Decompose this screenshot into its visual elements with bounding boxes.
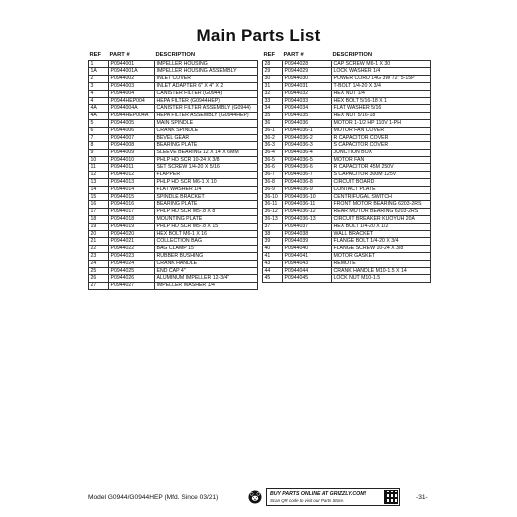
table-row [263, 149, 431, 156]
description-cell: FLAT WASHER 1/4 [155, 186, 258, 193]
ref-cell: 34 [263, 105, 283, 112]
ref-header: REF [89, 52, 102, 59]
part-number-cell: P0944004A [109, 105, 155, 112]
table-row [263, 157, 431, 164]
description-header: DESCRIPTION [332, 52, 373, 59]
table-row [89, 171, 258, 178]
ref-cell: 10 [89, 157, 109, 164]
part-number-cell: P0944025 [109, 267, 155, 274]
table-row [89, 75, 258, 82]
part-number-cell: P0944029 [283, 68, 332, 75]
description-cell: REAR MOTOR BEARING 6203-2RS [332, 208, 431, 215]
ref-cell: 45 [263, 275, 283, 282]
ref-cell: 27 [89, 282, 109, 289]
ref-header: REF [263, 52, 276, 59]
part-number-cell: P0944036-7 [283, 171, 332, 178]
ref-cell: 36-3 [263, 142, 283, 149]
description-cell: SET SCREW 1/4-20 X 5/16 [155, 164, 258, 171]
banner-headline: BUY PARTS ONLINE AT GRIZZLY.COM! [270, 491, 367, 497]
description-cell: BAG CLAMP 15" [155, 245, 258, 252]
description-cell: MOTOR 1-1/2 HP 110V 1-PH [332, 120, 431, 127]
part-number-cell: P0944041 [283, 253, 332, 260]
part-number-cell: P0944005 [109, 120, 155, 127]
table-row [89, 245, 258, 252]
description-cell: MOTOR GASKET [332, 253, 431, 260]
description-cell: HEX BOLT 5/16-18 X 1 [332, 97, 431, 104]
table-row [263, 171, 431, 178]
table-row [263, 275, 431, 282]
parts-table-left-body [89, 61, 258, 290]
table-row [89, 112, 258, 119]
description-cell: SLEEVE BEARING 12 X 14 X 6MM [155, 149, 258, 156]
description-cell: RUBBER BUSHING [155, 253, 258, 260]
table-header-row [263, 52, 431, 61]
table-row [263, 179, 431, 186]
description-cell: INLET COVER [155, 75, 258, 82]
ref-cell: 17 [89, 208, 109, 215]
table-header-row [89, 52, 258, 61]
description-cell: FLAT WASHER 5/16 [332, 105, 431, 112]
part-number-cell: P0944036-4 [283, 149, 332, 156]
table-row [263, 164, 431, 171]
description-cell: FLAPPER [155, 171, 258, 178]
ref-cell: 36-4 [263, 149, 283, 156]
part-number-cell: P0944034 [283, 105, 332, 112]
part-number-cell: P0944036-8 [283, 179, 332, 186]
description-cell: MOTOR FAN [332, 157, 431, 164]
description-cell: FLANGE BOLT 1/4-20 X 3/4 [332, 238, 431, 245]
table-row [89, 179, 258, 186]
description-cell: CRANK HANDLE [155, 260, 258, 267]
part-number-cell: P0944028 [283, 61, 332, 68]
part-number-cell: P0944004 [109, 90, 155, 97]
part-number-cell: P0944036-11 [283, 201, 332, 208]
part-number-cell: P0944001A [109, 68, 155, 75]
ref-cell: 13 [89, 179, 109, 186]
part-number-cell: P0944013 [109, 179, 155, 186]
parts-table-right [262, 52, 431, 283]
ref-cell: 29 [263, 68, 283, 75]
part-number-cell: P0944026 [109, 275, 155, 282]
page-number: -31- [416, 494, 428, 501]
part-number-cell: P0944009 [109, 149, 155, 156]
table-row [89, 275, 258, 282]
part-number-cell: P0944021 [109, 238, 155, 245]
part-header: PART # [283, 52, 304, 59]
table-row [89, 120, 258, 127]
table-row [263, 267, 431, 274]
ref-cell: 36-9 [263, 186, 283, 193]
part-number-cell: P0944017 [109, 208, 155, 215]
table-row [89, 223, 258, 230]
ref-cell: 1 [89, 61, 109, 68]
part-number-cell: P0944037 [283, 223, 332, 230]
part-number-cell: P0944016 [109, 201, 155, 208]
part-number-cell: P0944036-5 [283, 157, 332, 164]
description-cell: BEVEL GEAR [155, 134, 258, 141]
description-cell: WALL BRACKET [332, 230, 431, 237]
part-number-cell: P0944043 [283, 260, 332, 267]
description-cell: FRONT MOTOR BEARING 6203-2RS [332, 201, 431, 208]
ref-cell: 1A [89, 68, 109, 75]
description-cell: ALUMINUM IMPELLER 12-3/4" [155, 275, 258, 282]
table-row [89, 127, 258, 134]
table-row [263, 112, 431, 119]
ref-cell: 36-7 [263, 171, 283, 178]
part-number-cell: P0944014 [109, 186, 155, 193]
description-cell: MOTOR FAN COVER [332, 127, 431, 134]
model-footer: Model G0944/G0944HEP (Mfd. Since 03/21) [88, 494, 219, 501]
description-cell: R CAPACITOR 45M 250V [332, 164, 431, 171]
ref-cell: 43 [263, 260, 283, 267]
table-row [263, 61, 431, 68]
table-row [89, 157, 258, 164]
ref-cell: 36 [263, 120, 283, 127]
ref-cell: 9 [89, 149, 109, 156]
part-number-cell: P0944036-9 [283, 186, 332, 193]
ref-cell: 36-2 [263, 134, 283, 141]
description-cell: INLET ADAPTER 6" X 4" X 2 [155, 83, 258, 90]
ref-cell: 38 [263, 230, 283, 237]
ref-cell: 30 [263, 75, 283, 82]
table-row [263, 260, 431, 267]
table-row [89, 186, 258, 193]
description-cell: CANISTER FILTER (G0944) [155, 90, 258, 97]
description-cell: SPINDLE BRACKET [155, 194, 258, 201]
description-cell: JUNCTION BOX [332, 149, 431, 156]
table-row [263, 245, 431, 252]
ref-cell: 21 [89, 238, 109, 245]
ref-cell: 24 [89, 260, 109, 267]
ref-cell: 20 [89, 230, 109, 237]
ref-cell: 41 [263, 253, 283, 260]
part-number-cell: P0944036-10 [283, 194, 332, 201]
ref-cell: 36-12 [263, 208, 283, 215]
description-cell: S CAPACITOR COVER [332, 142, 431, 149]
description-cell: BEARING PLATE [155, 142, 258, 149]
description-cell: IMPELLER HOUSING ASSEMBLY [155, 68, 258, 75]
table-row [263, 208, 431, 215]
part-number-cell: P0944018 [109, 216, 155, 223]
part-number-cell: P0944038 [283, 230, 332, 237]
banner-subline: Scan QR code to visit our Parts Store. [270, 498, 345, 503]
ref-cell: 44 [263, 267, 283, 274]
page-title: Main Parts List [196, 26, 321, 45]
parts-store-banner[interactable] [266, 488, 400, 506]
part-number-cell: P0944027 [109, 282, 155, 289]
part-number-cell: P0944006 [109, 127, 155, 134]
part-number-cell: P0944036-12 [283, 208, 332, 215]
description-cell: HEX BOLT 1/4-20 X 1/2 [332, 223, 431, 230]
table-row [89, 83, 258, 90]
part-number-cell: P0944036-13 [283, 216, 332, 223]
description-cell: END CAP 4" [155, 267, 258, 274]
qr-code-icon[interactable] [384, 490, 398, 504]
table-row [263, 223, 431, 230]
table-row [263, 142, 431, 149]
description-cell: FLANGE SCREW 10-24 X 3/8 [332, 245, 431, 252]
ref-cell: 12 [89, 171, 109, 178]
description-cell: CRANK SPINDLE [155, 127, 258, 134]
part-number-cell: P0944033 [283, 97, 332, 104]
ref-cell: 3 [89, 83, 109, 90]
part-number-cell: P0944040 [283, 245, 332, 252]
table-row [89, 105, 258, 112]
ref-cell: 36-13 [263, 216, 283, 223]
part-header: PART # [109, 52, 130, 59]
part-number-cell: P0944035 [283, 112, 332, 119]
ref-cell: 16 [89, 201, 109, 208]
ref-cell: 19 [89, 223, 109, 230]
table-row [263, 105, 431, 112]
table-row [263, 90, 431, 97]
part-number-cell: P0944010 [109, 157, 155, 164]
table-row [263, 120, 431, 127]
ref-cell: 4 [89, 90, 109, 97]
part-number-cell: P0944032 [283, 90, 332, 97]
part-number-cell: P0944036-1 [283, 127, 332, 134]
table-row [89, 142, 258, 149]
table-row [89, 230, 258, 237]
ref-cell: 4A [89, 105, 109, 112]
part-number-cell: P0944020 [109, 230, 155, 237]
part-number-cell: P0944036-3 [283, 142, 332, 149]
ref-cell: 7 [89, 134, 109, 141]
ref-cell: 26 [89, 275, 109, 282]
part-number-cell: P0944023 [109, 253, 155, 260]
ref-cell: 15 [89, 194, 109, 201]
description-cell: HEX NUT 5/16-18 [332, 112, 431, 119]
parts-table-right-body [263, 61, 431, 283]
description-cell: POWER CORD 14G 3W 72" 5-15P [332, 75, 431, 82]
part-number-cell: P0944031 [283, 83, 332, 90]
ref-cell: 11 [89, 164, 109, 171]
description-cell: CIRCUIT BREAKER KUOYUH 20A [332, 216, 431, 223]
description-cell: PHLP HD SCR M6-1 X 10 [155, 179, 258, 186]
ref-cell: 14 [89, 186, 109, 193]
ref-cell: 5 [89, 120, 109, 127]
description-cell: PHLP HD SCR 10-24 X 3/8 [155, 157, 258, 164]
description-cell: R CAPACITOR COVER [332, 134, 431, 141]
description-cell: PHLP HD SCR M5-.8 X 8 [155, 208, 258, 215]
table-row [89, 282, 258, 289]
table-row [89, 97, 258, 104]
ref-cell: 2 [89, 75, 109, 82]
part-number-cell: P0944024 [109, 260, 155, 267]
ref-cell: 39 [263, 238, 283, 245]
part-number-cell: P0944HEP004 [109, 97, 155, 104]
description-cell: T-BOLT 1/4-20 X 3/4 [332, 83, 431, 90]
description-cell: COLLECTION BAG [155, 238, 258, 245]
description-cell: CENTRIFUGAL SWITCH [332, 194, 431, 201]
description-cell: REMOTE [332, 260, 431, 267]
table-row [263, 134, 431, 141]
description-cell: CAP SCREW M6-1 X 30 [332, 61, 431, 68]
description-cell: IMPELLER HOUSING [155, 61, 258, 68]
part-number-cell: P0944001 [109, 61, 155, 68]
table-row [263, 238, 431, 245]
description-cell: CRANK HANDLE M10-1.5 X 14 [332, 267, 431, 274]
ref-cell: 36-5 [263, 157, 283, 164]
ref-cell: 18 [89, 216, 109, 223]
grizzly-bear-logo-icon [248, 490, 262, 504]
table-row [89, 216, 258, 223]
table-row [263, 127, 431, 134]
table-row [89, 90, 258, 97]
table-row [89, 267, 258, 274]
part-number-cell: P0944HEP004A [109, 112, 155, 119]
table-row [89, 164, 258, 171]
banner-text [267, 491, 384, 503]
table-row [89, 253, 258, 260]
ref-cell: 36-8 [263, 179, 283, 186]
ref-cell: 28 [263, 61, 283, 68]
ref-cell: 36-6 [263, 164, 283, 171]
table-row [263, 230, 431, 237]
part-number-cell: P0944045 [283, 275, 332, 282]
part-number-cell: P0944012 [109, 171, 155, 178]
table-row [263, 75, 431, 82]
ref-cell: 36-1 [263, 127, 283, 134]
part-number-cell: P0944030 [283, 75, 332, 82]
description-header: DESCRIPTION [155, 52, 196, 59]
table-row [89, 208, 258, 215]
part-number-cell: P0944002 [109, 75, 155, 82]
ref-cell: 36-11 [263, 201, 283, 208]
ref-cell: 37 [263, 223, 283, 230]
description-cell: IMPELLER WASHER 1/4 [155, 282, 258, 289]
ref-cell: 35 [263, 112, 283, 119]
description-cell: LOCK WASHER 1/4 [332, 68, 431, 75]
description-cell: HEPA FILTER (G0944HEP) [155, 97, 258, 104]
description-cell: MAIN SPINDLE [155, 120, 258, 127]
table-row [89, 201, 258, 208]
description-cell: HEPA FILTER ASSEMBLY (G0944HEP) [155, 112, 258, 119]
ref-cell: 23 [89, 253, 109, 260]
table-row [263, 253, 431, 260]
part-number-cell: P0944039 [283, 238, 332, 245]
ref-cell: 4A [89, 112, 109, 119]
parts-table-left [88, 52, 258, 290]
ref-cell: 4 [89, 97, 109, 104]
ref-cell: 6 [89, 127, 109, 134]
part-number-cell: P0944003 [109, 83, 155, 90]
part-number-cell: P0944036-6 [283, 164, 332, 171]
table-row [263, 186, 431, 193]
description-cell: CONTACT PLATE [332, 186, 431, 193]
description-cell: MOUNTING PLATE [155, 216, 258, 223]
description-cell: PHLP HD SCR M5-.8 X 15 [155, 223, 258, 230]
part-number-cell: P0944015 [109, 194, 155, 201]
ref-cell: 31 [263, 83, 283, 90]
part-number-cell: P0944036 [283, 120, 332, 127]
table-row [263, 201, 431, 208]
description-cell: CANISTER FILTER ASSEMBLY (G0944) [155, 105, 258, 112]
description-cell: HEX BOLT M6-1 X 16 [155, 230, 258, 237]
table-row [89, 238, 258, 245]
part-number-cell: P0944019 [109, 223, 155, 230]
description-cell: HEX NUT 1/4 [332, 90, 431, 97]
table-row [263, 68, 431, 75]
table-row [89, 194, 258, 201]
table-row [89, 61, 258, 68]
table-row [263, 83, 431, 90]
ref-cell: 32 [263, 90, 283, 97]
table-row [263, 194, 431, 201]
table-row [89, 260, 258, 267]
description-cell: BEARING PLATE [155, 201, 258, 208]
part-number-cell: P0944044 [283, 267, 332, 274]
description-cell: CIRCUIT BOARD [332, 179, 431, 186]
part-number-cell: P0944011 [109, 164, 155, 171]
description-cell: LOCK NUT M10-1.5 [332, 275, 431, 282]
table-row [89, 134, 258, 141]
ref-cell: 33 [263, 97, 283, 104]
description-cell: S CAPACITOR 300M 125V [332, 171, 431, 178]
part-number-cell: P0944007 [109, 134, 155, 141]
part-number-cell: P0944008 [109, 142, 155, 149]
ref-cell: 40 [263, 245, 283, 252]
ref-cell: 25 [89, 267, 109, 274]
ref-cell: 8 [89, 142, 109, 149]
table-row [263, 216, 431, 223]
ref-cell: 36-10 [263, 194, 283, 201]
part-number-cell: P0944022 [109, 245, 155, 252]
table-row [89, 149, 258, 156]
part-number-cell: P0944036-2 [283, 134, 332, 141]
table-row [89, 68, 258, 75]
table-row [263, 97, 431, 104]
ref-cell: 22 [89, 245, 109, 252]
